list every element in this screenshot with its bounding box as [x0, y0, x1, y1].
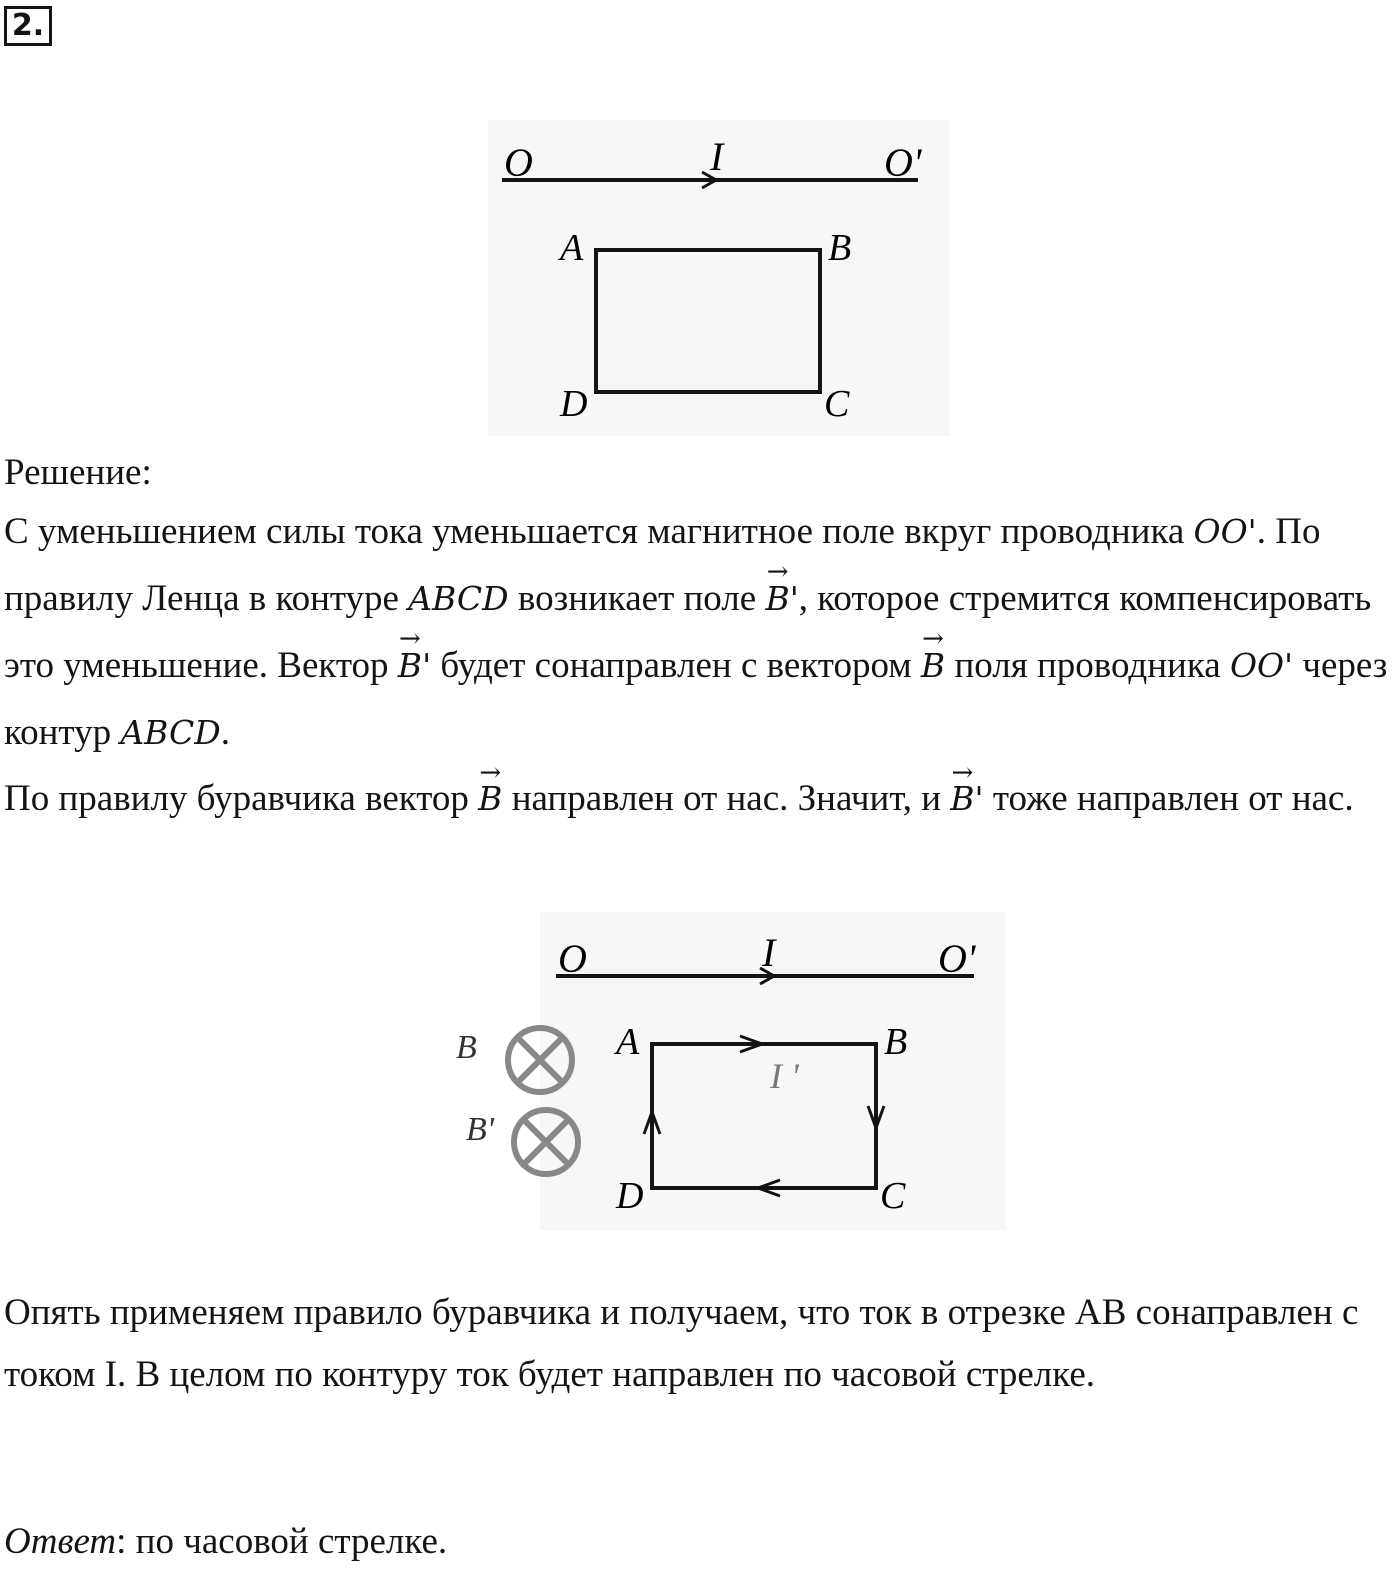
math-vector-b: → B — [478, 768, 502, 830]
label-D: D — [560, 383, 588, 425]
label-I: I — [710, 134, 724, 179]
label-B: B — [828, 227, 852, 269]
label-C: C — [880, 1175, 906, 1217]
math-oo-prime: OO' — [1229, 646, 1294, 685]
label-induced-current: I ' — [770, 1056, 799, 1096]
label-I: I — [762, 930, 776, 975]
math-prime: ' — [422, 646, 432, 685]
math-prime: ' — [789, 579, 799, 618]
math-oo-prime: OO' — [1193, 512, 1257, 551]
p1-text-8: . — [220, 712, 230, 753]
math-vector-b: → B — [950, 768, 974, 830]
label-A: A — [616, 1021, 640, 1063]
p1-text-5: будет сонаправлен с вектором — [431, 645, 921, 686]
math-abcd: ABCD — [408, 579, 509, 618]
p2-text-3: тоже направлен от нас. — [983, 778, 1354, 819]
answer-line — [4, 1517, 1396, 1567]
figure1-svg — [488, 120, 950, 436]
label-O-prime: O' — [938, 936, 976, 981]
answer-label: Ответ — [4, 1521, 117, 1562]
label-A: A — [560, 227, 584, 269]
p1-text-1: С уменьшением силы тока уменьшается магнитное поле вкруг проводника — [4, 511, 1194, 552]
label-field-b: B — [456, 1029, 477, 1066]
math-abcd: ABCD — [120, 713, 221, 752]
p1-text-7: через контур — [4, 645, 1388, 753]
math-vector-b: → B — [765, 565, 789, 632]
p1-text-2: . По правилу Ленца в контуре — [4, 511, 1321, 619]
math-prime: ' — [974, 779, 984, 818]
solution-paragraph-3: Опять применяем правило буравчика и получаем, что ток в отрезке AB сонаправлен с током I. В целом по контуру ток будет направлен по часовой стрелке. — [4, 1292, 1359, 1395]
p1-text-6: поля проводника — [945, 645, 1230, 686]
p1-text-3: возникает поле — [508, 578, 766, 619]
label-O: O — [558, 936, 587, 981]
solution-paragraph-2 — [4, 768, 1396, 830]
math-vector-b: → B — [398, 632, 422, 699]
label-field-b-prime: B' — [466, 1111, 495, 1148]
label-C: C — [824, 383, 850, 425]
loop-abcd — [596, 250, 820, 392]
solution-paragraph-1 — [4, 498, 1396, 766]
figure-conductor-and-loop — [488, 120, 950, 436]
label-D: D — [616, 1175, 644, 1217]
solution-heading: Решение: — [4, 452, 152, 493]
p2-text-2: направлен от нас. Значит, и — [502, 778, 951, 819]
label-B: B — [884, 1021, 908, 1063]
figure-induced-current — [440, 912, 1006, 1234]
answer-text: : по часовой стрелке. — [116, 1521, 448, 1562]
problem-number: 2. — [4, 6, 52, 46]
label-O-prime: O' — [884, 140, 922, 185]
p1-text-4: , которое стремится компенсировать это уменьшение. Вектор — [4, 578, 1372, 686]
label-O: O — [504, 140, 533, 185]
p2-text-1: По правилу буравчика вектор — [4, 778, 479, 819]
figure2-svg — [440, 912, 1006, 1234]
math-vector-b: → B — [921, 632, 945, 699]
